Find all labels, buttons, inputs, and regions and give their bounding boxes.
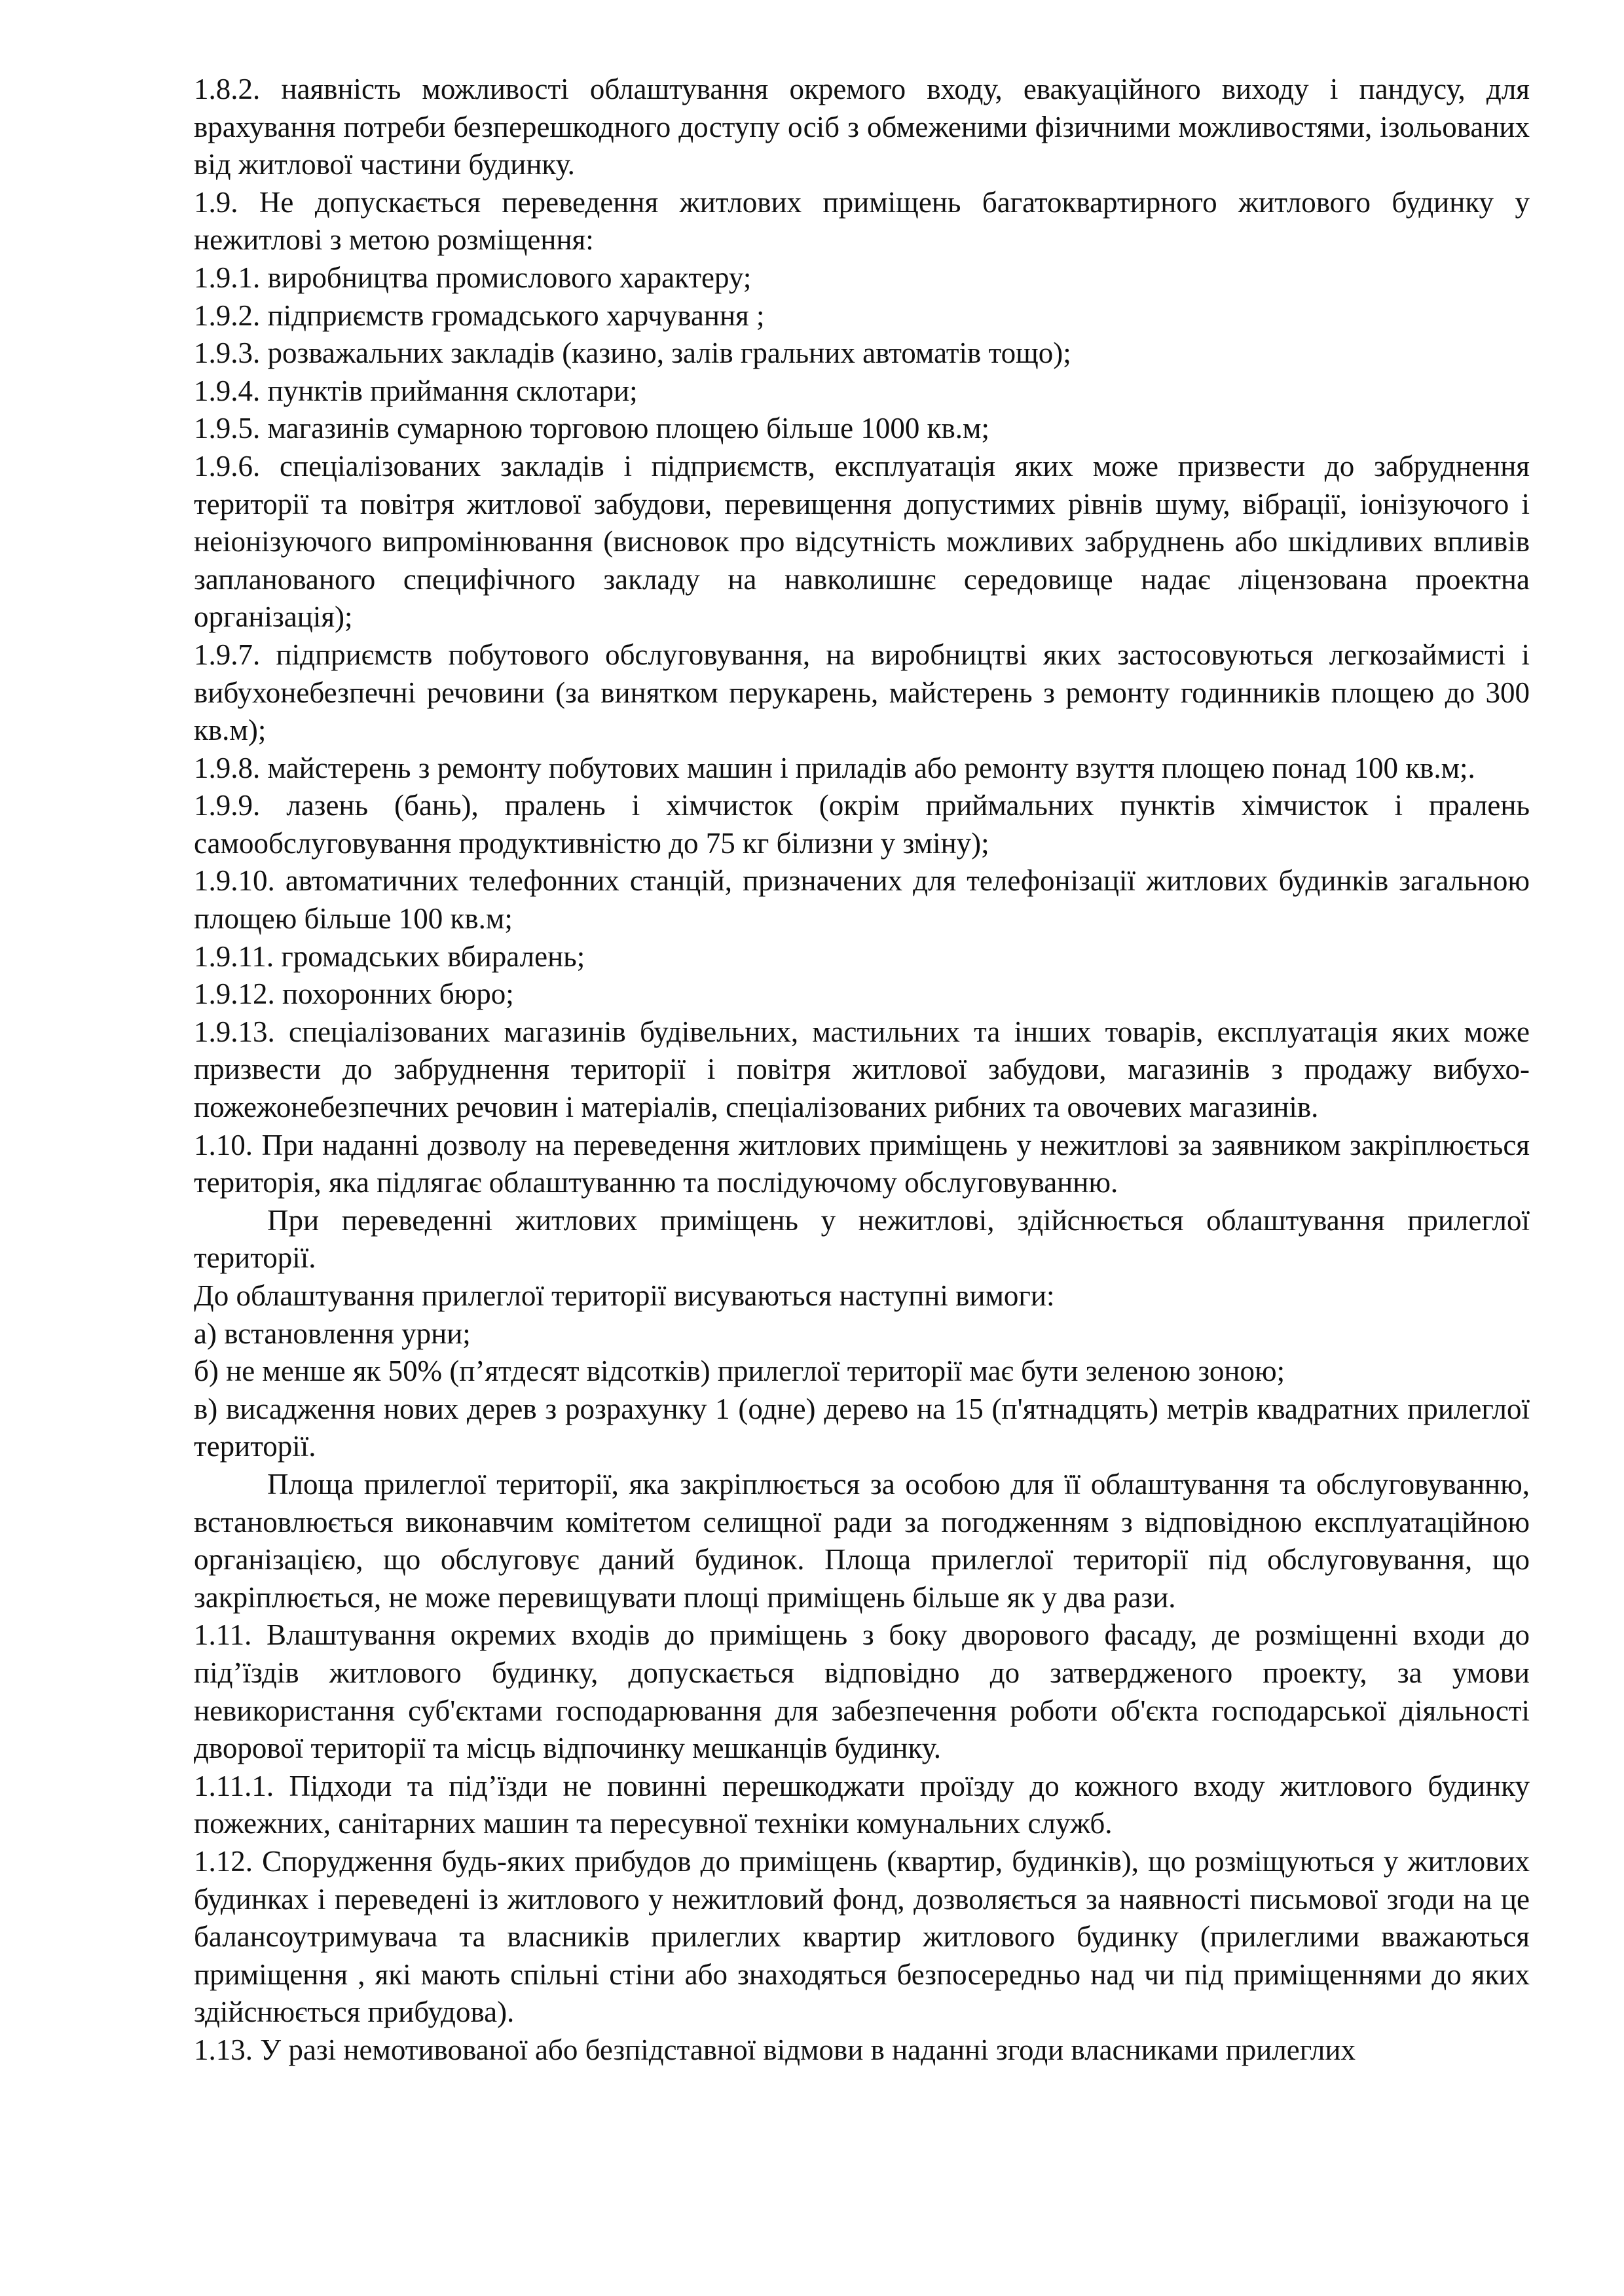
paragraph: 1.9.6. спеціалізованих закладів і підприємств, експлуатація яких може призвести до забруднення території та повітря житлової забудови, перевищення допустимих рівнів шуму, вібрації, іонізуючого і неіонізуючого випромінювання (висновок про відсутність можливих забруднень або шкідливих впливів запланованого специфічного закладу на навколишнє середовище надає ліцензована проектна організація);: [194, 449, 1530, 634]
paragraph: 1.9. Не допускається переведення житлових приміщень багатоквартирного житлового будинку у нежитлові з метою розміщення:: [194, 185, 1530, 257]
paragraph: 1.11. Влаштування окремих входів до приміщень з боку дворового фасаду, де розміщенні входи до під’їздів житлового будинку, допускається відповідно до затвердженого проекту, за умови невикористання суб'єктами господарювання для забезпечення роботи об'єкта господарської діяльності дворової території та місць відпочинку мешканців будинку.: [194, 1618, 1530, 1765]
paragraph: 1.9.4. пунктів приймання склотари;: [194, 374, 638, 407]
paragraph: 1.9.3. розважальних закладів (казино, залів гральних автоматів тощо);: [194, 337, 1071, 370]
paragraph: 1.13. У разі немотивованої або безпідставної відмови в наданні згоди власниками прилеглих: [194, 2033, 1356, 2066]
paragraph: 1.9.12. похоронних бюро;: [194, 977, 514, 1011]
paragraph: 1.9.7. підприємств побутового обслуговування, на виробництві яких застосовуються легкозаймисті і вибухонебезпечні речовини (за винятком перукарень, майстерень з ремонту годинників площею до 300 кв.м);: [194, 638, 1530, 747]
paragraph: 1.10. При наданні дозволу на переведення житлових приміщень у нежитлові за заявником закріплюється територія, яка підлягає облаштуванню та послідуючому обслуговуванню.: [194, 1128, 1530, 1199]
paragraph: 1.9.13. спеціалізованих магазинів будівельних, мастильних та інших товарів, експлуатація яких може призвести до забруднення території і повітря житлової забудови, магазинів з продажу вибухо-пожежонебезпечних речовин і матеріалів, спеціалізованих рибних та овочевих магазинів.: [194, 1015, 1530, 1124]
paragraph: в) висадження нових дерев з розрахунку 1 (одне) дерево на 15 (п'ятнадцять) метрів квадратних прилеглої території.: [194, 1392, 1530, 1463]
paragraph: 1.9.10. автоматичних телефонних станцій, призначених для телефонізації житлових будинків загальною площею більше 100 кв.м;: [194, 864, 1530, 936]
paragraph: 1.8.2. наявність можливості облаштування окремого входу, евакуаційного виходу і пандусу, для врахування потреби безперешкодного доступу осіб з обмеженими фізичними можливостями, ізольованих від житлової частини будинку.: [194, 73, 1530, 181]
paragraph: 1.9.1. виробництва промислового характеру;: [194, 261, 752, 294]
paragraph: 1.12. Спорудження будь-яких прибудов до приміщень (квартир, будинків), що розміщуються у житлових будинках і переведені із житлового у нежитловий фонд, дозволяється за наявності письмової згоди на це балансоутримувача та власників прилеглих квартир житлового будинку (прилеглими вважаються приміщення , які мають спільні стіни або знаходяться безпосередньо над чи під приміщеннями до яких здійснюється прибудова).: [194, 1844, 1530, 2029]
paragraph: а) встановлення урни;: [194, 1317, 471, 1350]
paragraph: До облаштування прилеглої території висуваються наступні вимоги:: [194, 1279, 1055, 1312]
paragraph: 1.9.2. підприємств громадського харчування ;: [194, 299, 765, 332]
paragraph: Площа прилеглої території, яка закріплюється за особою для її облаштування та обслуговуванню, встановлюється виконавчим комітетом селищної ради за погодженням з відповідною експлуатаційною організацією, що обслуговує даний будинок. Площа прилеглої території під обслуговування, що закріплюється, не може перевищувати площі приміщень більше як у два рази.: [194, 1467, 1530, 1614]
paragraph: 1.11.1. Підходи та під’їзди не повинні перешкоджати проїзду до кожного входу житлового будинку пожежних, санітарних машин та пересувної техніки комунальних служб.: [194, 1769, 1530, 1840]
document-page: [194, 71, 1530, 2069]
paragraph: 1.9.9. лазень (бань), пралень і хімчисток (окрім приймальних пунктів хімчисток і пралень самообслуговування продуктивністю до 75 кг білизни у зміну);: [194, 789, 1530, 860]
paragraph: 1.9.11. громадських вбиралень;: [194, 939, 585, 973]
paragraph: 1.9.5. магазинів сумарною торговою площею більше 1000 кв.м;: [194, 412, 989, 445]
paragraph: При переведенні житлових приміщень у нежитлові, здійснюється облаштування прилеглої території.: [194, 1203, 1530, 1275]
paragraph: 1.9.8. майстерень з ремонту побутових машин і приладів або ремонту взуття площею понад 100 кв.м;.: [194, 751, 1475, 784]
paragraph: б) не менше як 50% (п’ятдесят відсотків) прилеглої території має бути зеленою зоною;: [194, 1355, 1285, 1388]
